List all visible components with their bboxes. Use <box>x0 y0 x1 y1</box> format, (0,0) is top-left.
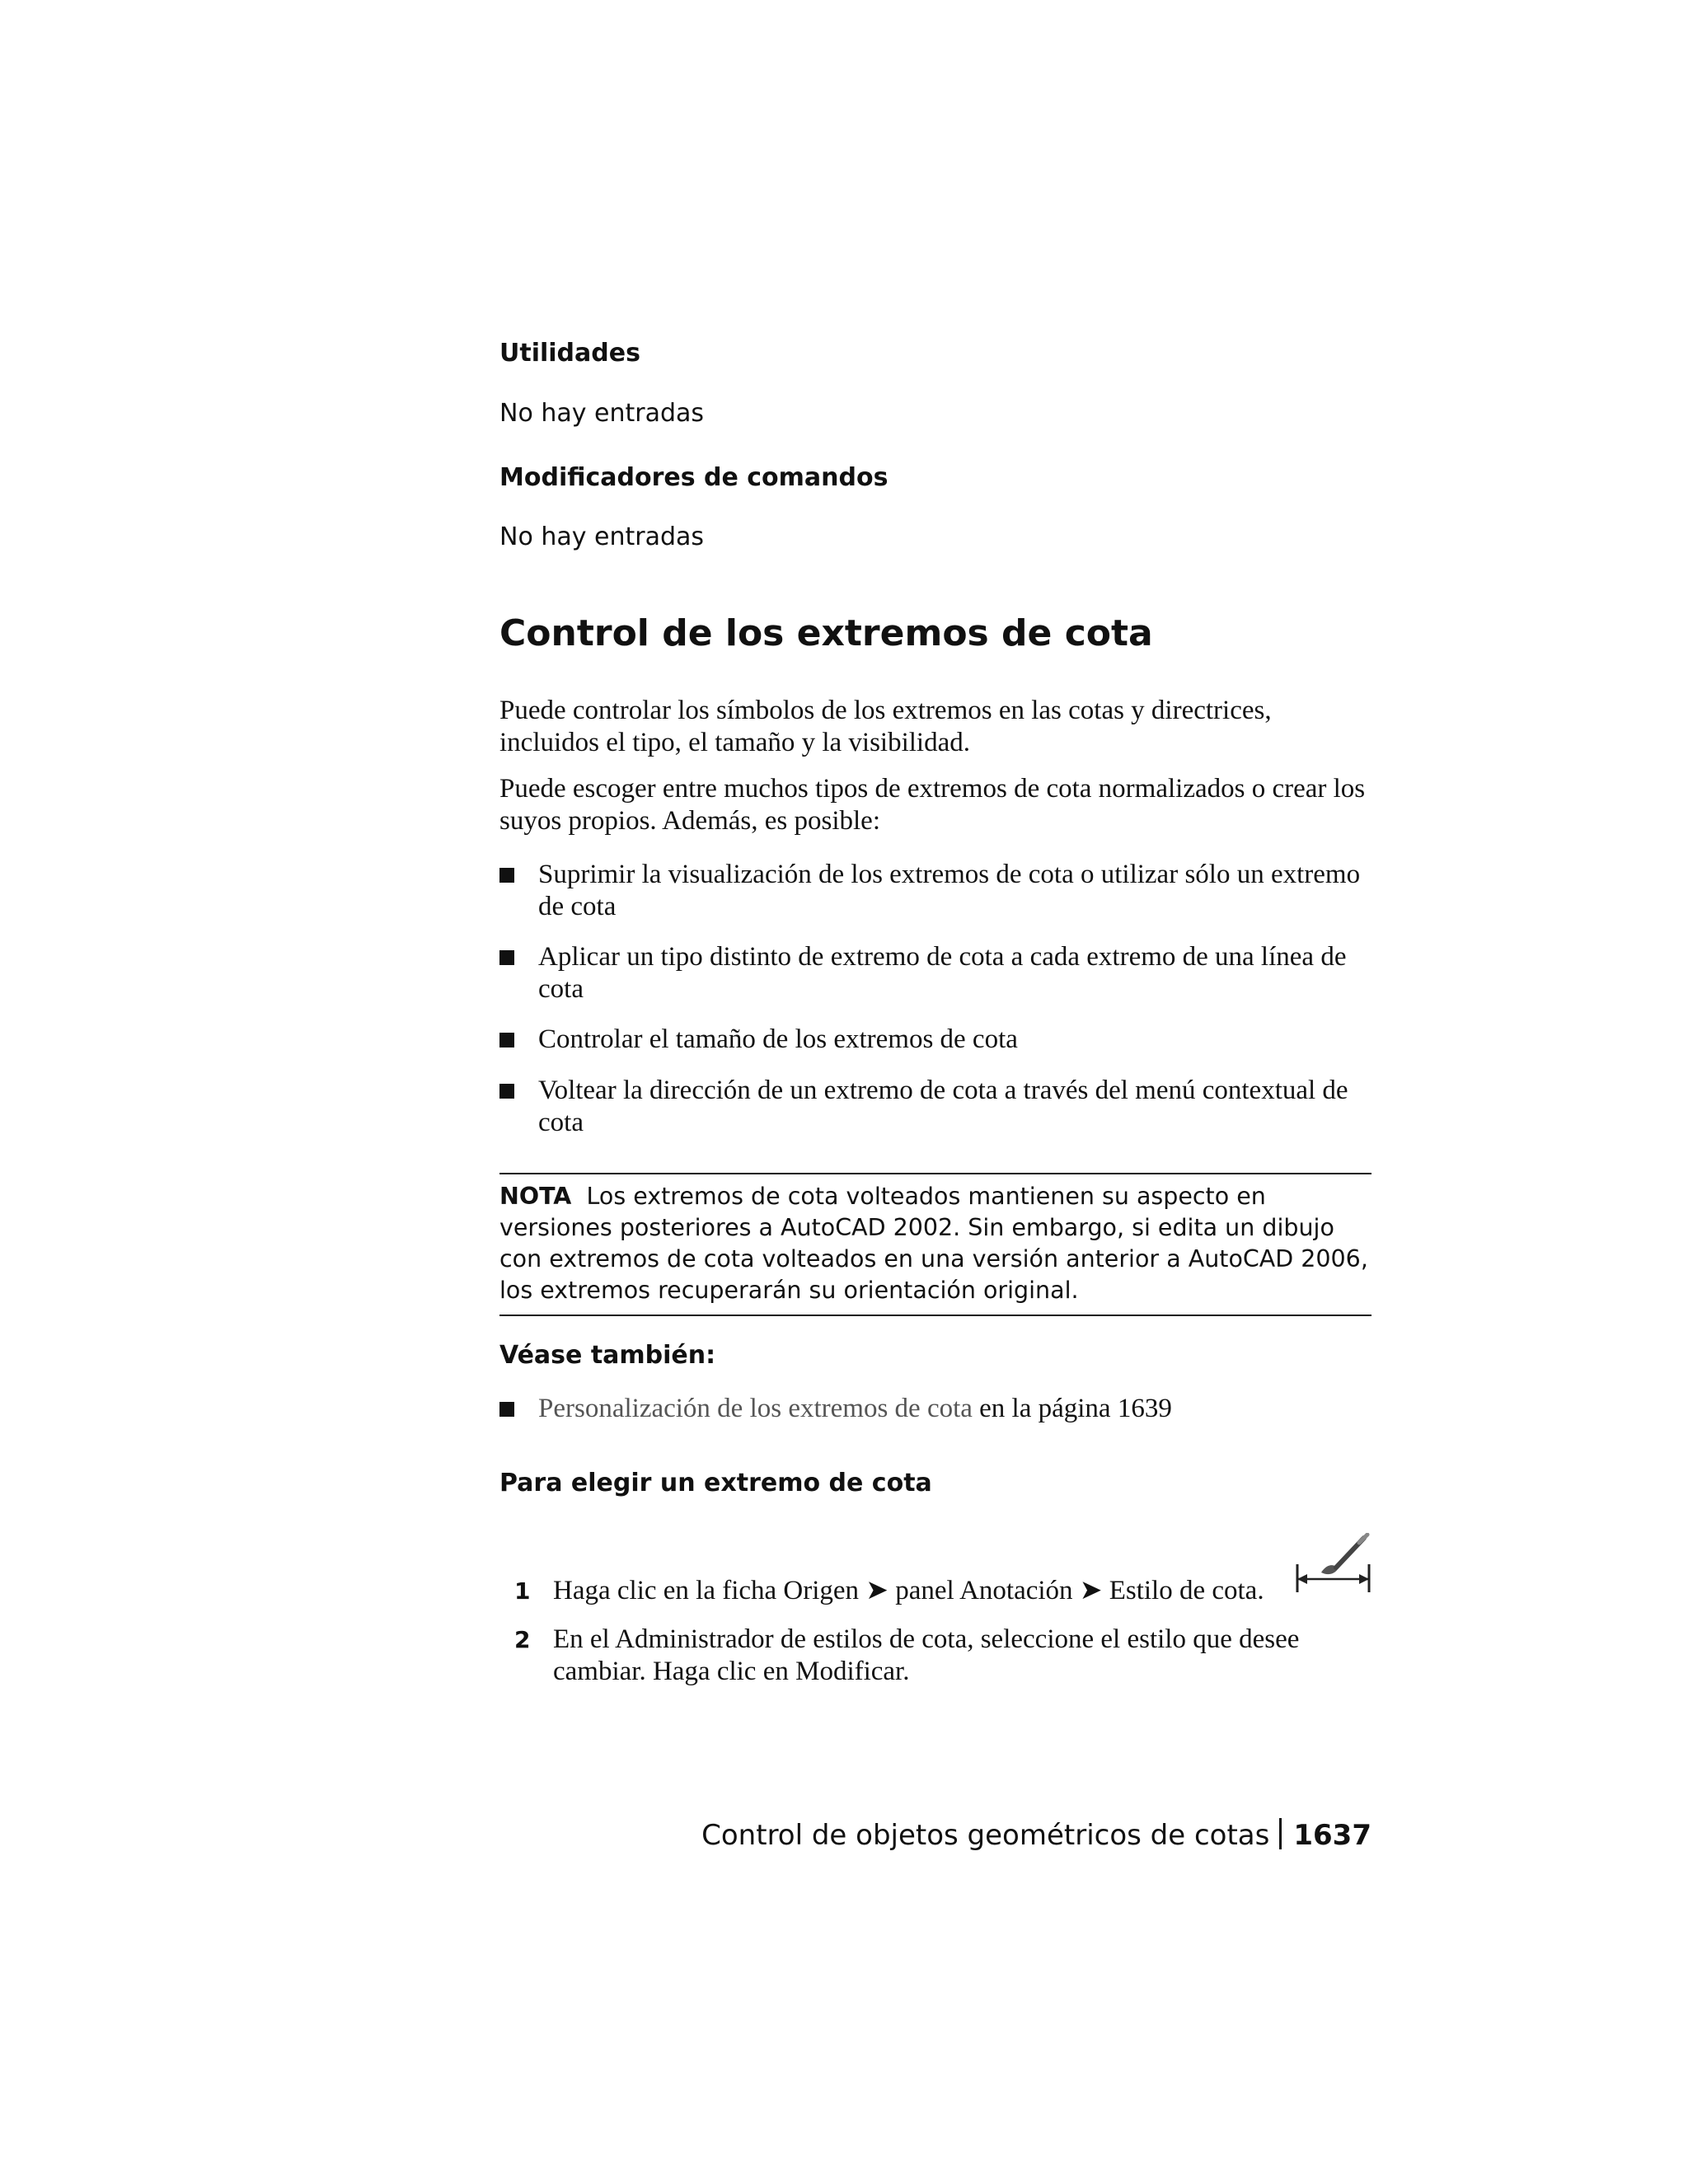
footer-chapter-title: Control de objetos geométricos de cotas <box>701 1819 1270 1852</box>
utilidades-heading: Utilidades <box>499 339 640 368</box>
step-number: 2 <box>514 1626 531 1653</box>
utilidades-body: No hay entradas <box>499 399 705 428</box>
list-item-text: Controlar el tamaño de los extremos de cota <box>538 1024 1018 1054</box>
note-box <box>499 1173 1372 1316</box>
bullet-square-icon <box>499 950 514 965</box>
dimension-style-icon <box>1295 1533 1372 1595</box>
document-page <box>499 0 1372 2184</box>
procedure-heading: Para elegir un extremo de cota <box>499 1469 932 1497</box>
paragraph-2: Puede escoger entre muchos tipos de extremos de cota normalizados o crear los suyos propios. Además, es posible: <box>499 774 1366 836</box>
bullet-square-icon <box>499 1033 514 1047</box>
list-item-text: Aplicar un tipo distinto de extremo de cota a cada extremo de una línea de cota <box>538 942 1347 1004</box>
footer-page-number: 1637 <box>1293 1819 1372 1852</box>
step-number: 1 <box>514 1577 531 1605</box>
see-also-page-ref: en la página 1639 <box>972 1394 1172 1423</box>
step-text: En el Administrador de estilos de cota, seleccione el estilo que desee cambiar. Haga clic en Modificar. <box>553 1624 1300 1686</box>
modificadores-heading: Modificadores de comandos <box>499 463 889 492</box>
see-also-text <box>538 1393 1372 1425</box>
note-label: NOTA <box>499 1183 572 1210</box>
step-text: Haga clic en la ficha Origen ➤ panel Anotación ➤ Estilo de cota. <box>553 1576 1264 1605</box>
paragraph-1: Puede controlar los símbolos de los extremos en las cotas y directrices, incluidos el tipo, el tamaño y la visibilidad. <box>499 696 1272 757</box>
list-item-text: Voltear la dirección de un extremo de cota a través del menú contextual de cota <box>538 1076 1348 1137</box>
note-text: Los extremos de cota volteados mantienen su aspecto en versiones posteriores a AutoCAD 2002. Sin embargo, si edita un dibujo con extremos de cota volteados en una versión anterior a AutoCAD 2006, los extremos recuperarán su orientación original. <box>499 1183 1368 1304</box>
list-item-text: Suprimir la visualización de los extremos de cota o utilizar sólo un extremo de cota <box>538 860 1361 921</box>
modificadores-body: No hay entradas <box>499 523 705 551</box>
see-also-link[interactable]: Personalización de los extremos de cota <box>538 1394 973 1423</box>
footer-divider <box>1279 1818 1282 1849</box>
bullet-square-icon <box>499 1402 514 1417</box>
section-title: Control de los extremos de cota <box>499 612 1153 654</box>
note-text-block <box>499 1181 1372 1306</box>
bullet-square-icon <box>499 868 514 883</box>
see-also-heading: Véase también: <box>499 1341 716 1370</box>
bullet-square-icon <box>499 1084 514 1099</box>
page-footer <box>701 1817 1372 1854</box>
